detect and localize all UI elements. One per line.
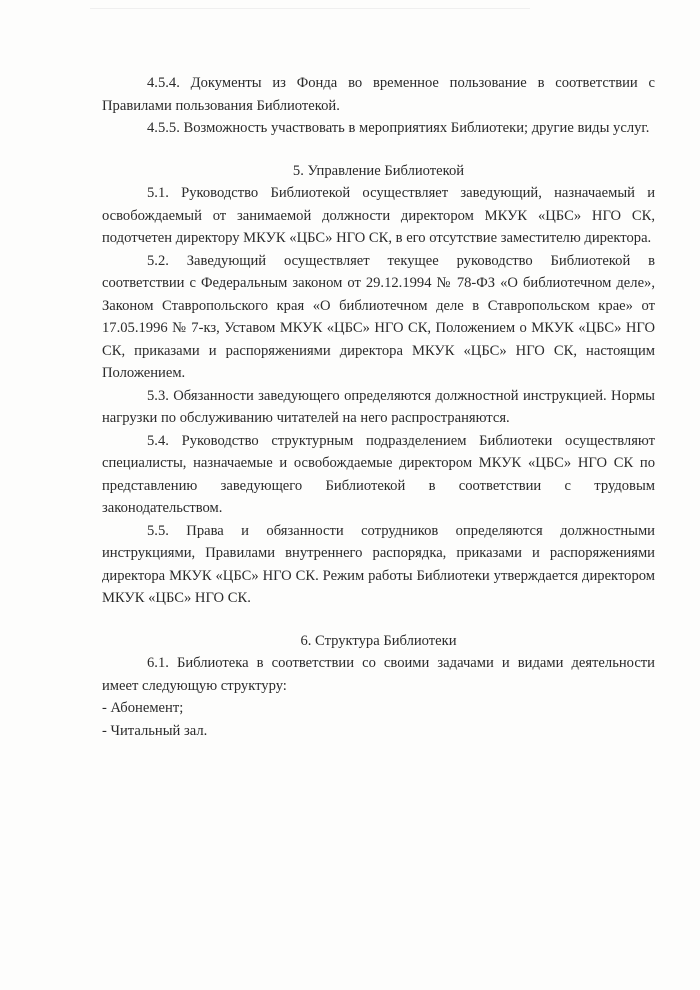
paragraph-5-2: 5.2. Заведующий осуществляет текущее руководство Библиотекой в соответствии с Федеральным законом от 29.12.1994 № 78-ФЗ «О библиотечном деле», Законом Ставропольского края «О библиотечном деле в Ставропольском крае» от 17.05.1996 № 7-кз, Уставом МКУК «ЦБС» НГО СК, Положением о МКУК «ЦБС» НГО СК, приказами и распоряжениями директора МКУК «ЦБС» НГО СК, настоящим Положением.: [102, 252, 655, 381]
scan-edge-mark: [90, 8, 530, 9]
list-item-reading-room: - Читальный зал.: [102, 722, 208, 739]
paragraph-5-3: 5.3. Обязанности заведующего определяются должностной инструкцией. Нормы нагрузки по обслуживанию читателей на него распространяются.: [102, 387, 655, 426]
list-item-abonement: - Абонемент;: [102, 700, 184, 716]
paragraph-4-5-4: 4.5.4. Документы из Фонда во временное пользование в соответствии с Правилами пользования Библиотекой.: [102, 75, 655, 114]
section-6-heading: 6. Структура Библиотеки: [300, 632, 457, 649]
paragraph-5-1: 5.1. Руководство Библиотекой осуществляет заведующий, назначаемый и освобождаемый от занимаемой должности директором МКУК «ЦБС» НГО СК, подотчетен директору МКУК «ЦБС» НГО СК, в его отсутствие заместителю директора.: [102, 185, 655, 246]
document-body: [102, 72, 655, 742]
section-5-heading: 5. Управление Библиотекой: [292, 162, 465, 179]
paragraph-5-4: 5.4. Руководство структурным подразделением Библиотеки осуществляют специалисты, назначаемые и освобождаемые директором МКУК «ЦБС» НГО СК по представлению заведующего Библиотекой в соответствии с трудовым законодательством.: [102, 432, 655, 516]
paragraph-6-1: 6.1. Библиотека в соответствии со своими задачами и видами деятельности имеет следующую структуру:: [102, 655, 655, 694]
paragraph-4-5-5: 4.5.5. Возможность участвовать в мероприятиях Библиотеки; другие виды услуг.: [147, 120, 650, 136]
paragraph-5-5: 5.5. Права и обязанности сотрудников определяются должностными инструкциями, Правилами внутреннего распорядка, приказами и распоряжениями директора МКУК «ЦБС» НГО СК. Режим работы Библиотеки утверждается директором МКУК «ЦБС» НГО СК.: [102, 522, 655, 606]
